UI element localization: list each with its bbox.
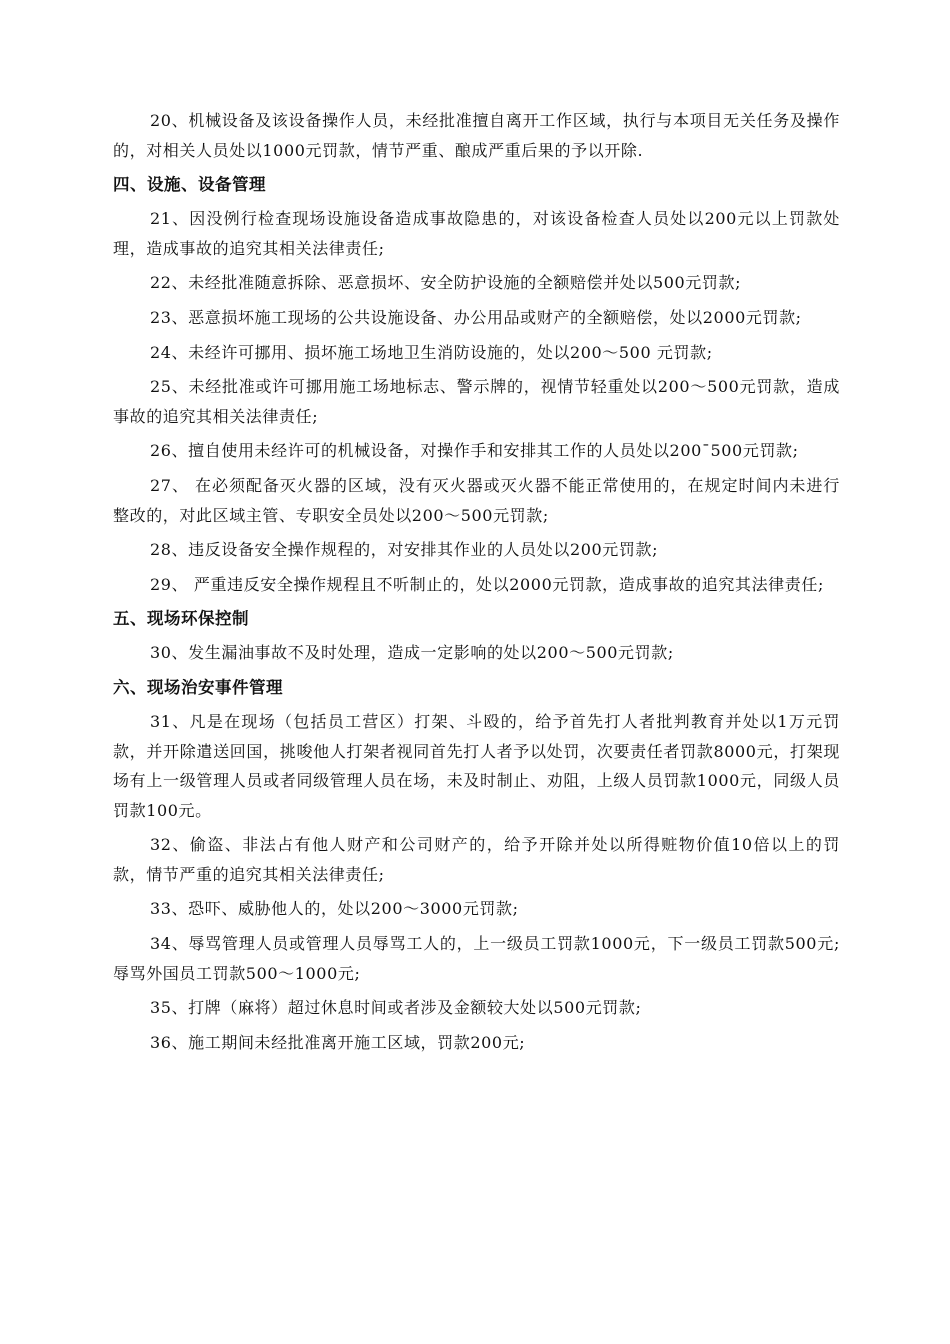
clause-24: 24、未经许可挪用、损坏施工场地卫生消防设施的，处以200～500 元罚款; [150,342,713,362]
clause-21: 21、因没例行检查现场设施设备造成事故隐患的，对该设备检查人员处以200元以上罚款处理，造成事故的追究其相关法律责任; [113,209,840,258]
clause-30: 30、发生漏油事故不及时处理，造成一定影响的处以200～500元罚款; [150,643,674,663]
section-heading-facilities: 四、设施、设备管理 [113,175,266,195]
clause-29: 29、 严重违反安全操作规程且不听制止的，处以2000元罚款，造成事故的追究其法律责任; [150,574,824,594]
clause-31: 31、凡是在现场（包括员工营区）打架、斗殴的，给予首先打人者批判教育并处以1万元罚款，并开除遣送回国，挑唆他人打架者视同首先打人者予以处罚，次要责任者罚款8000元，打架现场有上一级管理人员或者同级管理人员在场，未及时制止、劝阻，上级人员罚款1000元，同级人员罚款100元。 [113,711,840,820]
clause-25: 25、未经批准或许可挪用施工场地标志、警示牌的，视情节轻重处以200～500元罚款，造成事故的追究其相关法律责任; [113,377,840,426]
clause-26: 26、擅自使用未经许可的机械设备，对操作手和安排其工作的人员处以200¯500元罚款; [150,441,799,461]
document-page [113,106,840,1062]
clause-34: 34、辱骂管理人员或管理人员辱骂工人的，上一级员工罚款1000元，下一级员工罚款500元; 辱骂外国员工罚款500～1000元; [113,934,840,983]
clause-20: 20、机械设备及该设备操作人员，未经批准擅自离开工作区域，执行与本项目无关任务及操作的，对相关人员处以1000元罚款，情节严重、酿成严重后果的予以开除. [113,111,840,160]
clause-28: 28、违反设备安全操作规程的，对安排其作业的人员处以200元罚款; [150,540,659,560]
clause-27: 27、 在必须配备灭火器的区域，没有灭火器或灭火器不能正常使用的，在规定时间内未进行整改的，对此区域主管、专职安全员处以200～500元罚款; [113,475,840,525]
clause-36: 36、施工期间未经批准离开施工区域，罚款200元; [150,1032,526,1052]
clause-35: 35、打牌（麻将）超过休息时间或者涉及金额较大处以500元罚款; [150,998,642,1018]
clause-32: 32、偷盗、非法占有他人财产和公司财产的，给予开除并处以所得赃物价值10倍以上的罚款，情节严重的追究其相关法律责任; [113,835,840,884]
section-heading-environment: 五、现场环保控制 [113,609,249,629]
clause-22: 22、未经批准随意拆除、恶意损坏、安全防护设施的全额赔偿并处以500元罚款; [150,273,742,293]
section-heading-security: 六、现场治安事件管理 [113,677,283,697]
clause-23: 23、恶意损坏施工现场的公共设施设备、办公用品或财产的全额赔偿，处以2000元罚款; [150,307,802,327]
clause-33: 33、恐吓、威胁他人的，处以200～3000元罚款; [150,899,519,919]
